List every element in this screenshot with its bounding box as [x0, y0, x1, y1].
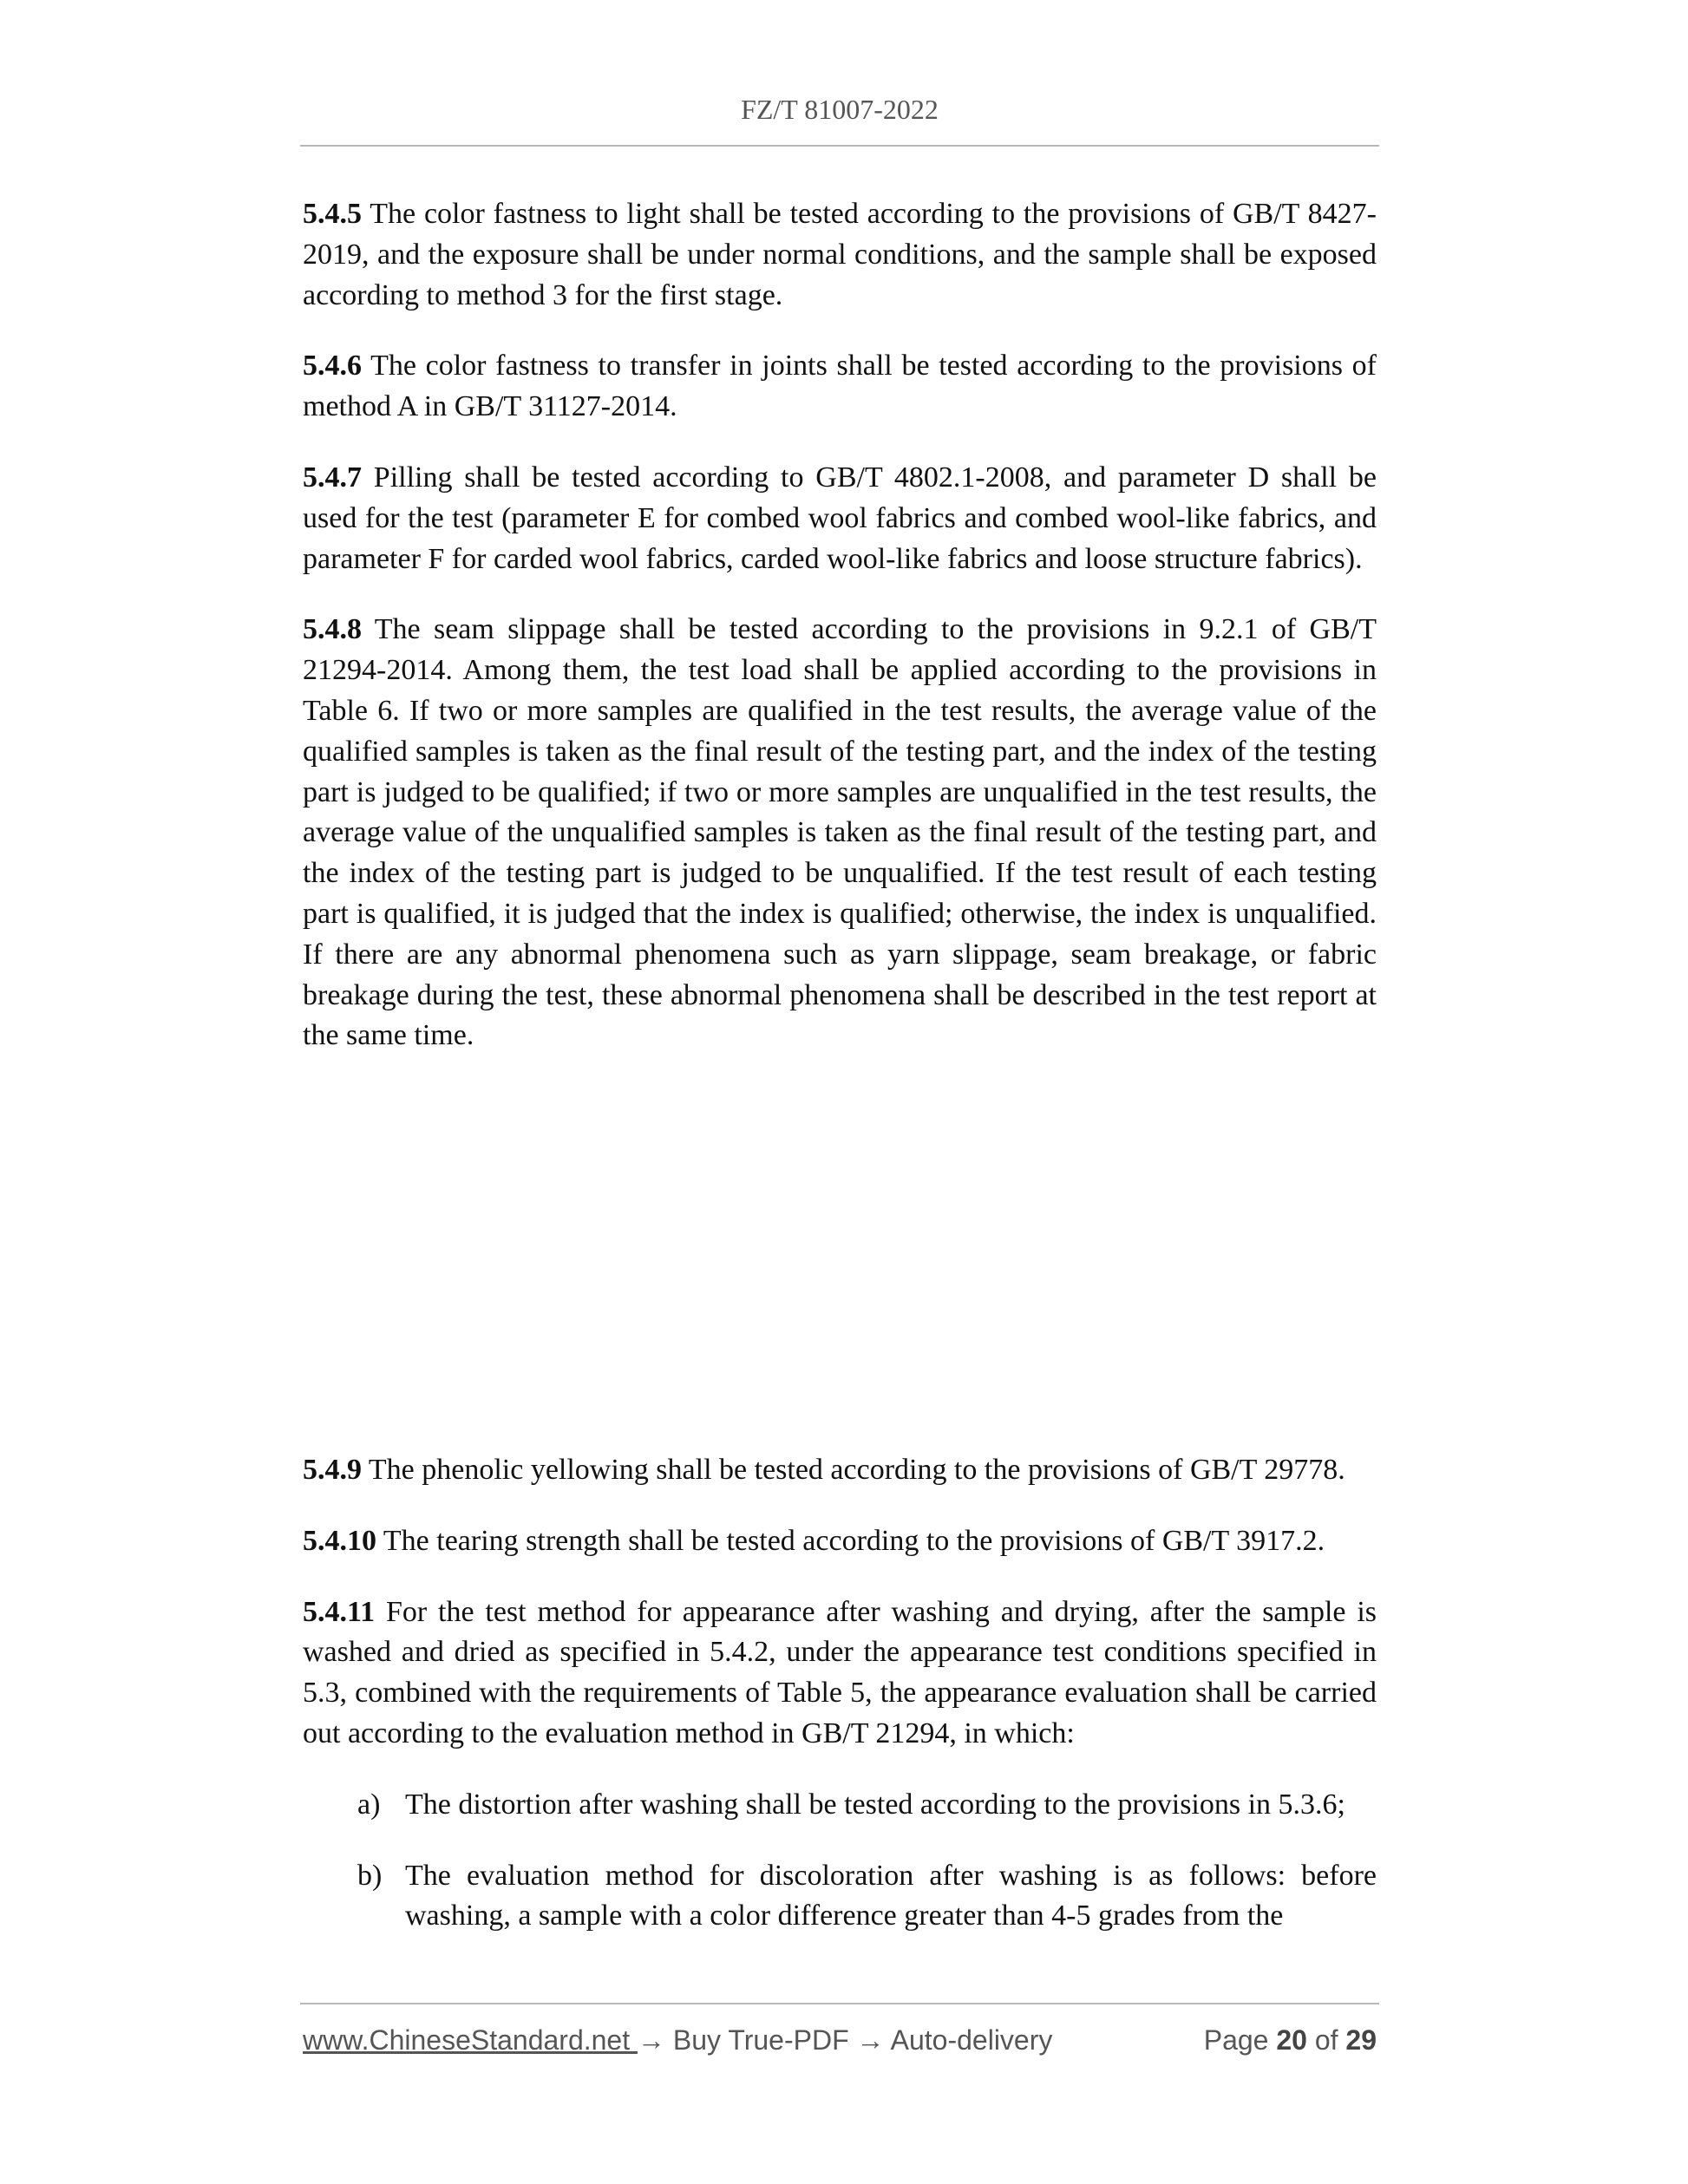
clause-text: For the test method for appearance after washing and drying, after the sample is washed and dried as specified in 5.4.2, under the appearance test conditions specified in 5.3, combined with the requirements of Table 5, the appearance evaluation shall be carried out according to the evaluation method in GB/T 21294, in which:	[303, 1595, 1377, 1749]
clause-number: 5.4.11	[303, 1595, 376, 1628]
total-pages: 29	[1345, 2024, 1377, 2056]
current-page: 20	[1276, 2024, 1307, 2056]
clause-5-4-5	[303, 194, 1377, 316]
clause-number: 5.4.9	[303, 1454, 362, 1486]
list-item-text: The distortion after washing shall be tested according to the provisions in 5.3.6;	[405, 1788, 1345, 1821]
content-block-bottom	[303, 1450, 1377, 1967]
website-link[interactable]: www.ChineseStandard.net	[303, 2024, 638, 2056]
clause-text: The color fastness to light shall be tested according to the provisions of GB/T 8427-2019, and the exposure shall be under normal conditions, and the sample shall be exposed according to method 3 for the first stage.	[303, 198, 1377, 311]
list-item-b	[303, 1856, 1377, 1938]
clause-number: 5.4.6	[303, 350, 362, 383]
page-of-label: of	[1314, 2024, 1338, 2056]
clause-number: 5.4.5	[303, 198, 362, 230]
auto-delivery-text: Auto-delivery	[884, 2024, 1053, 2056]
page-footer	[303, 2021, 1377, 2059]
clause-number: 5.4.8	[303, 613, 362, 646]
clause-text: The seam slippage shall be tested according to the provisions in 9.2.1 of GB/T 21294-2014. Among them, the test load shall be applied according to the provisions in Table 6. If two or more samples are qualified in the test results, the average value of the qualified samples is taken as the final result of the testing part, and the index of the testing part is judged to be qualified; if two or more samples are unqualified in the test results, the average value of the unqualified samples is taken as the final result of the testing part, and the index of the testing part is judged to be unqualified. If the test result of each testing part is qualified, it is judged that the index is qualified; otherwise, the index is unqualified. If there are any abnormal phenomena such as yarn slippage, seam breakage, or fabric breakage during the test, these abnormal phenomena shall be described in the test report at the same time.	[303, 613, 1377, 1052]
list-marker: b)	[357, 1859, 383, 1892]
clause-number: 5.4.10	[303, 1524, 376, 1557]
clause-5-4-8	[303, 610, 1377, 1056]
page-number	[1204, 2021, 1377, 2059]
clause-5-4-11	[303, 1592, 1377, 1755]
clause-5-4-6	[303, 346, 1377, 428]
content-block-top	[303, 194, 1377, 1087]
list-item-a	[303, 1785, 1377, 1826]
clause-number: 5.4.7	[303, 461, 362, 494]
list-item-text: The evaluation method for discoloration after washing is as follows: before washing, a sample with a color difference greater than 4-5 grades from the	[405, 1859, 1377, 1932]
footer-links	[303, 2021, 1052, 2059]
list-marker: a)	[357, 1788, 381, 1821]
document-code-header: FZ/T 81007-2022	[741, 94, 939, 125]
clause-text: The tearing strength shall be tested according to the provisions of GB/T 3917.2.	[383, 1524, 1325, 1557]
header-divider	[300, 145, 1379, 147]
page-label: Page	[1203, 2024, 1269, 2056]
clause-5-4-7	[303, 458, 1377, 579]
arrow-right-icon: →	[638, 2024, 665, 2056]
clause-text: The phenolic yellowing shall be tested according to the provisions of GB/T 29778.	[368, 1454, 1345, 1486]
arrow-right-icon: →	[856, 2024, 885, 2056]
clause-5-4-10	[303, 1521, 1377, 1562]
footer-divider	[300, 2003, 1379, 2004]
clause-5-4-9	[303, 1450, 1377, 1491]
clause-text: Pilling shall be tested according to GB/T 4802.1-2008, and parameter D shall be used for the test (parameter E for combed wool fabrics and combed wool-like fabrics, and parameter F for carded wool fabrics, carded wool-like fabrics and loose structure fabrics).	[303, 461, 1377, 575]
clause-text: The color fastness to transfer in joints shall be tested according to the provisions of method A in GB/T 31127-2014.	[303, 350, 1377, 423]
buy-pdf-text: Buy True-PDF	[665, 2024, 857, 2056]
